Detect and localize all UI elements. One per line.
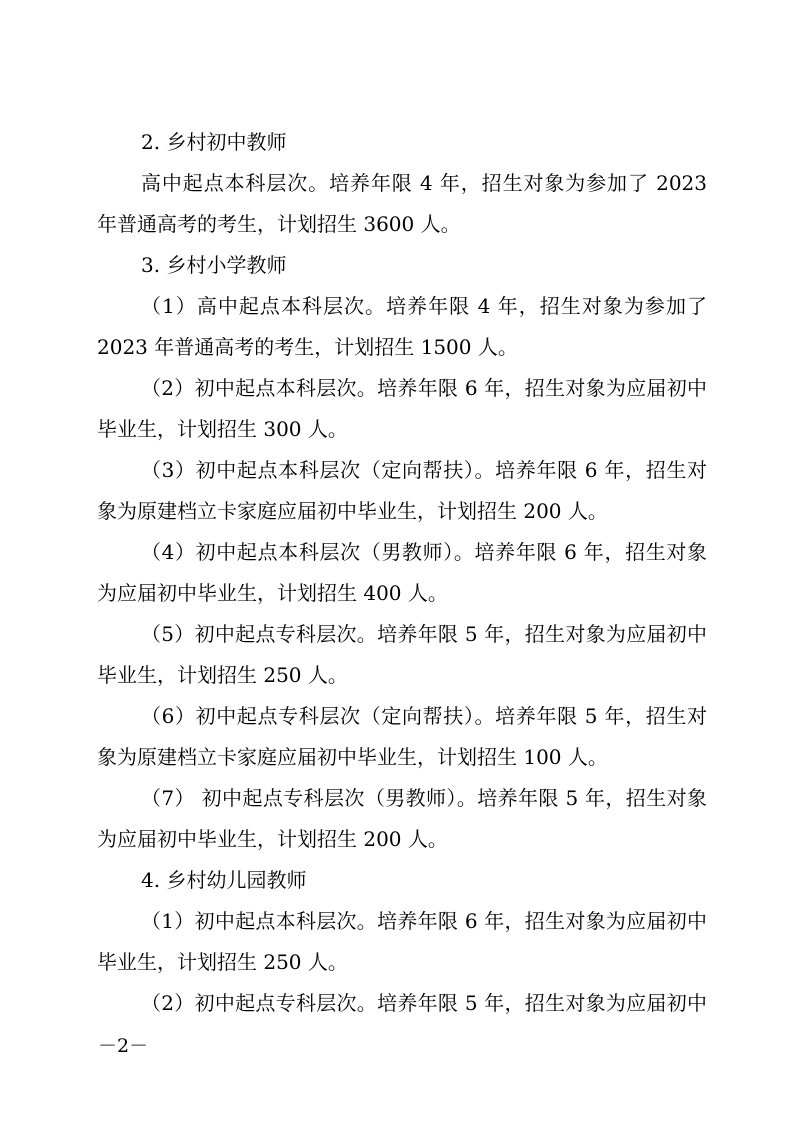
paragraph-line: （5）初中起点专科层次。培养年限 5 年，招生对象为应届初中 (141, 622, 707, 646)
paragraph-line: 毕业生，计划招生 250 人。 (97, 663, 348, 687)
paragraph-line: 2023 年普通高考的考生，计划招生 1500 人。 (97, 335, 518, 359)
paragraph-line: 象为原建档立卡家庭应届初中毕业生，计划招生 200 人。 (97, 499, 608, 523)
paragraph-line: （4）初中起点本科层次（男教师）。培养年限 6 年，招生对象 (141, 540, 707, 564)
paragraph-line: 为应届初中毕业生，计划招生 400 人。 (97, 581, 448, 605)
paragraph-line: （3）初中起点本科层次（定向帮扶）。培养年限 6 年，招生对 (141, 458, 707, 482)
page-number: －2－ (98, 1035, 149, 1057)
paragraph-line: （1）高中起点本科层次。培养年限 4 年，招生对象为参加了 (141, 294, 707, 318)
paragraph-line: （2）初中起点专科层次。培养年限 5 年，招生对象为应届初中 (141, 991, 707, 1015)
paragraph-line: 毕业生，计划招生 250 人。 (97, 950, 348, 974)
heading-rural-junior-teacher: 2. 乡村初中教师 (141, 130, 287, 154)
paragraph-line: 年普通高考的考生，计划招生 3600 人。 (97, 212, 461, 236)
paragraph-line: （6）初中起点专科层次（定向帮扶）。培养年限 5 年，招生对 (141, 704, 707, 728)
heading-rural-primary-teacher: 3. 乡村小学教师 (141, 253, 287, 277)
paragraph-line: 毕业生，计划招生 300 人。 (97, 417, 348, 441)
paragraph-line: 高中起点本科层次。培养年限 4 年，招生对象为参加了 2023 (141, 171, 707, 195)
paragraph-line: 为应届初中毕业生，计划招生 200 人。 (97, 827, 448, 851)
paragraph-line: 象为原建档立卡家庭应届初中毕业生，计划招生 100 人。 (97, 745, 608, 769)
paragraph-line: （1）初中起点本科层次。培养年限 6 年，招生对象为应届初中 (141, 909, 707, 933)
paragraph-line: （7） 初中起点专科层次（男教师）。培养年限 5 年，招生对象 (141, 786, 707, 810)
paragraph-line: （2）初中起点本科层次。培养年限 6 年，招生对象为应届初中 (141, 376, 707, 400)
heading-rural-kindergarten-teacher: 4. 乡村幼儿园教师 (141, 868, 307, 892)
